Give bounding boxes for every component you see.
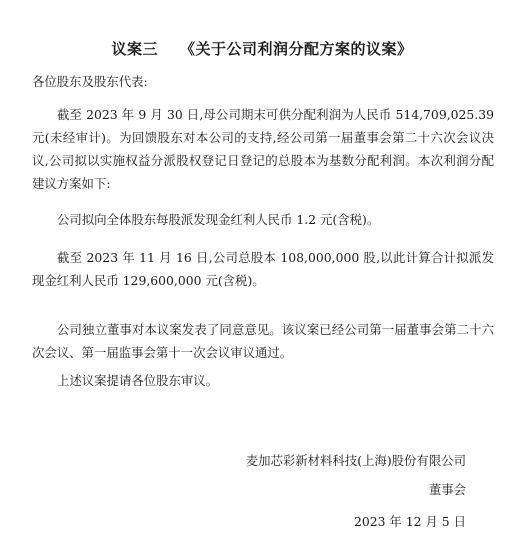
motion-number: 议案三 [111,40,158,58]
signature-company: 麦加芯彩新材料科技(上海)股份有限公司 [245,453,466,468]
paragraph-dividend-per-share: 公司拟向全体股东每股派发现金红利人民币 1.2 元(含税)。 [57,212,380,227]
signature-date: 2023 年 12 月 5 日 [353,514,466,529]
paragraph-approval: 公司独立董事对本议案发表了同意意见。该议案已经公司第一届董事会第二十六次会议、第一届监事会第十一次会议审议通过。 [32,322,494,360]
paragraph-total-dividend: 截至 2023 年 11 月 16 日,公司总股本 108,000,000 股,以此计算合计拟派发现金红利人民币 129,600,000 元(含税)。 [32,250,494,288]
salutation: 各位股东及股东代表: [32,74,148,89]
paragraph-profit: 截至 2023 年 9 月 30 日,母公司期末可供分配利润为人民币 514,709,025.39 元(未经审计)。为回馈股东对本公司的支持,经公司第一届董事会第二十六次会议决议,公司拟以实施权益分派股权登记日登记的总股本为基数分配利润。本次利润分配建议方案如下: [32,107,494,191]
motion-title: 《关于公司利润分配方案的议案》 [180,40,413,58]
page-title [0,38,524,59]
paragraph-request: 上述议案提请各位股东审议。 [57,373,219,388]
signature-board: 董事会 [428,482,466,497]
